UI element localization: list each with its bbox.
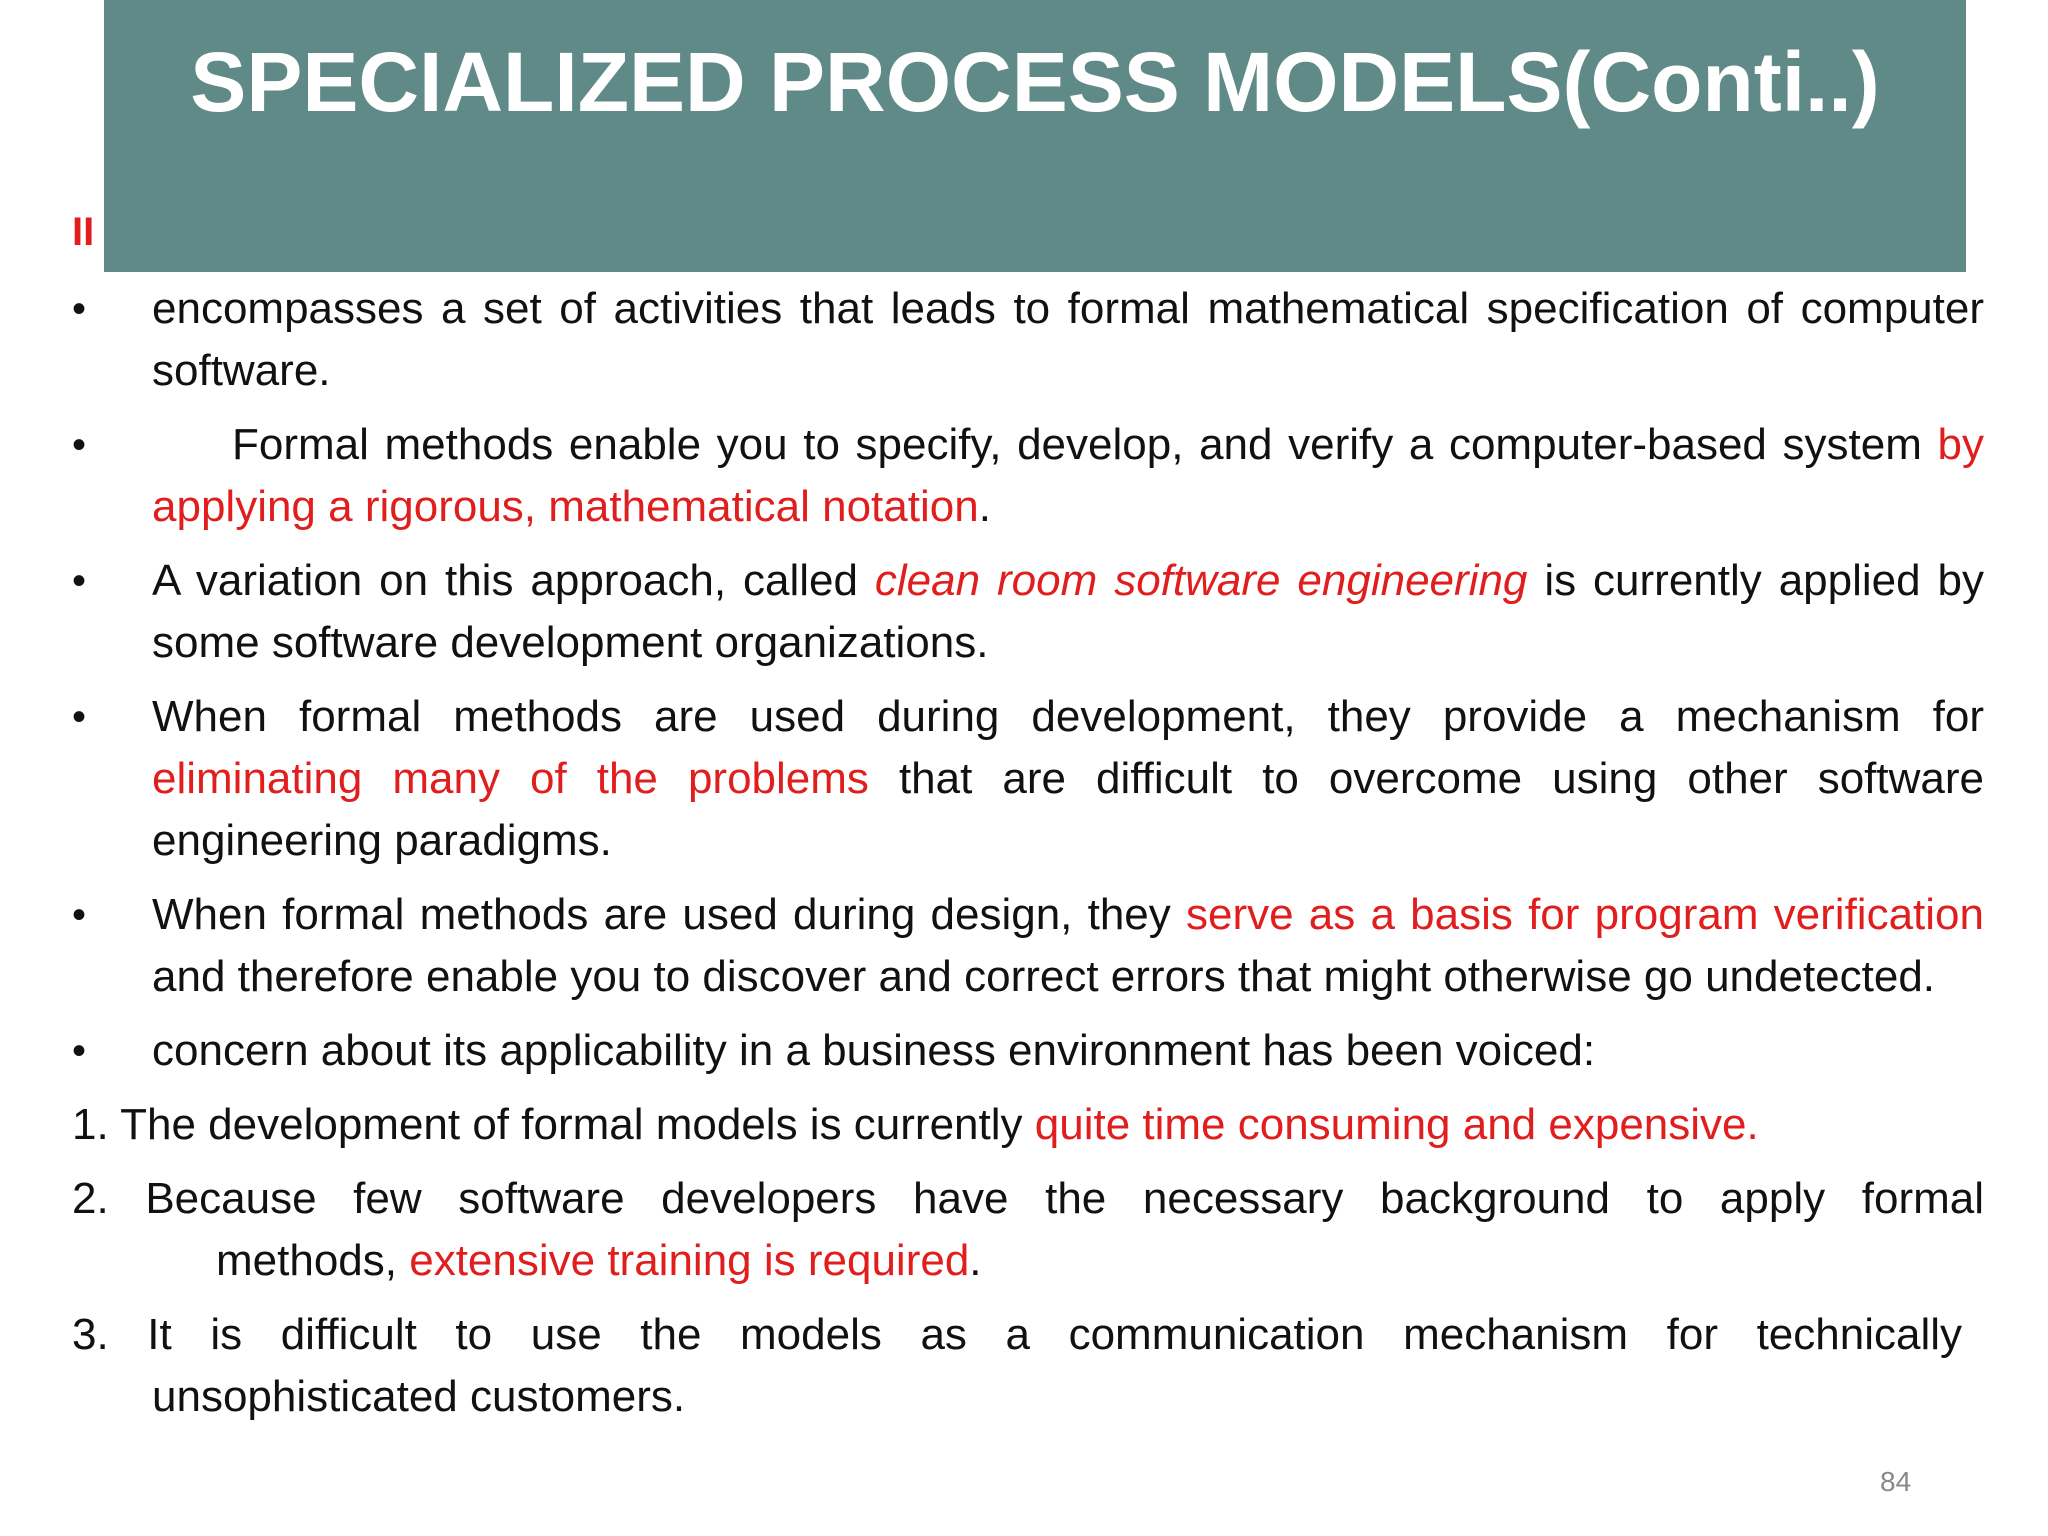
slide-title: SPECIALIZED PROCESS MODELS(Conti..) [190,35,1880,129]
bullet-item [72,1020,1984,1082]
bullet-dot-icon: • [72,695,87,739]
bullet-dot-icon: • [72,423,87,467]
bullet-dot-icon: • [72,893,87,937]
highlight-text: serve as a basis for program verification [1185,890,1984,939]
numbered-text: methods, [216,1236,410,1285]
slide-number: 84 [1880,1466,1912,1497]
highlight-text: clean room software engineering [874,556,1528,605]
section-marker: II [72,210,95,254]
numbered-item [72,1304,1984,1428]
title-bar [104,0,1966,272]
bullet-dot-icon: • [72,559,87,603]
numbered-text: 1. The development of formal models is currently [72,1100,1035,1149]
bullet-dot-icon: • [72,287,87,331]
bullet-item [72,686,1984,872]
bullet-text: When formal methods are used during development, they provide a mechanism for [152,692,1984,741]
bullet-text: A variation on this approach, called [152,556,875,605]
bullet-text: encompasses a set of activities that leads to formal mathematical specification of computer software. [152,284,1984,395]
highlight-text: quite time consuming and expensive. [1034,1100,1759,1149]
bullet-item [72,278,1984,402]
numbered-text: 2. Because few software developers have the necessary background to apply formal [72,1174,1984,1223]
bullet-text: Formal methods enable you to specify, develop, and verify a computer-based system [232,420,1938,469]
numbered-item [72,1168,1984,1292]
numbered-item [72,1094,1984,1156]
bullet-item [72,884,1984,1008]
bullet-text: . [978,482,991,531]
numbered-text: . [969,1236,982,1285]
bullet-text: that are difficult to overcome using other software engineering paradigms. [152,754,1984,865]
bullet-item [72,414,1984,538]
bullet-text: concern about its applicability in a business environment has been voiced: [152,1026,1596,1075]
slide-body [72,278,1984,1440]
bullet-item [72,550,1984,674]
highlight-text: eliminating many of the problems [152,754,869,803]
highlight-text: by applying a rigorous, mathematical notation [152,420,1984,531]
bullet-dot-icon: • [72,1029,87,1073]
numbered-text: 3. It is difficult to use the models as a communication mechanism for technically [72,1310,1962,1359]
bullet-text: is currently applied by some software development organizations. [152,556,1985,667]
bullet-text: and therefore enable you to discover and correct errors that might otherwise go undetected. [152,952,1936,1001]
highlight-text: extensive training is required [409,1236,970,1285]
numbered-text: unsophisticated customers. [152,1372,686,1421]
bullet-text: When formal methods are used during design, they [152,890,1186,939]
